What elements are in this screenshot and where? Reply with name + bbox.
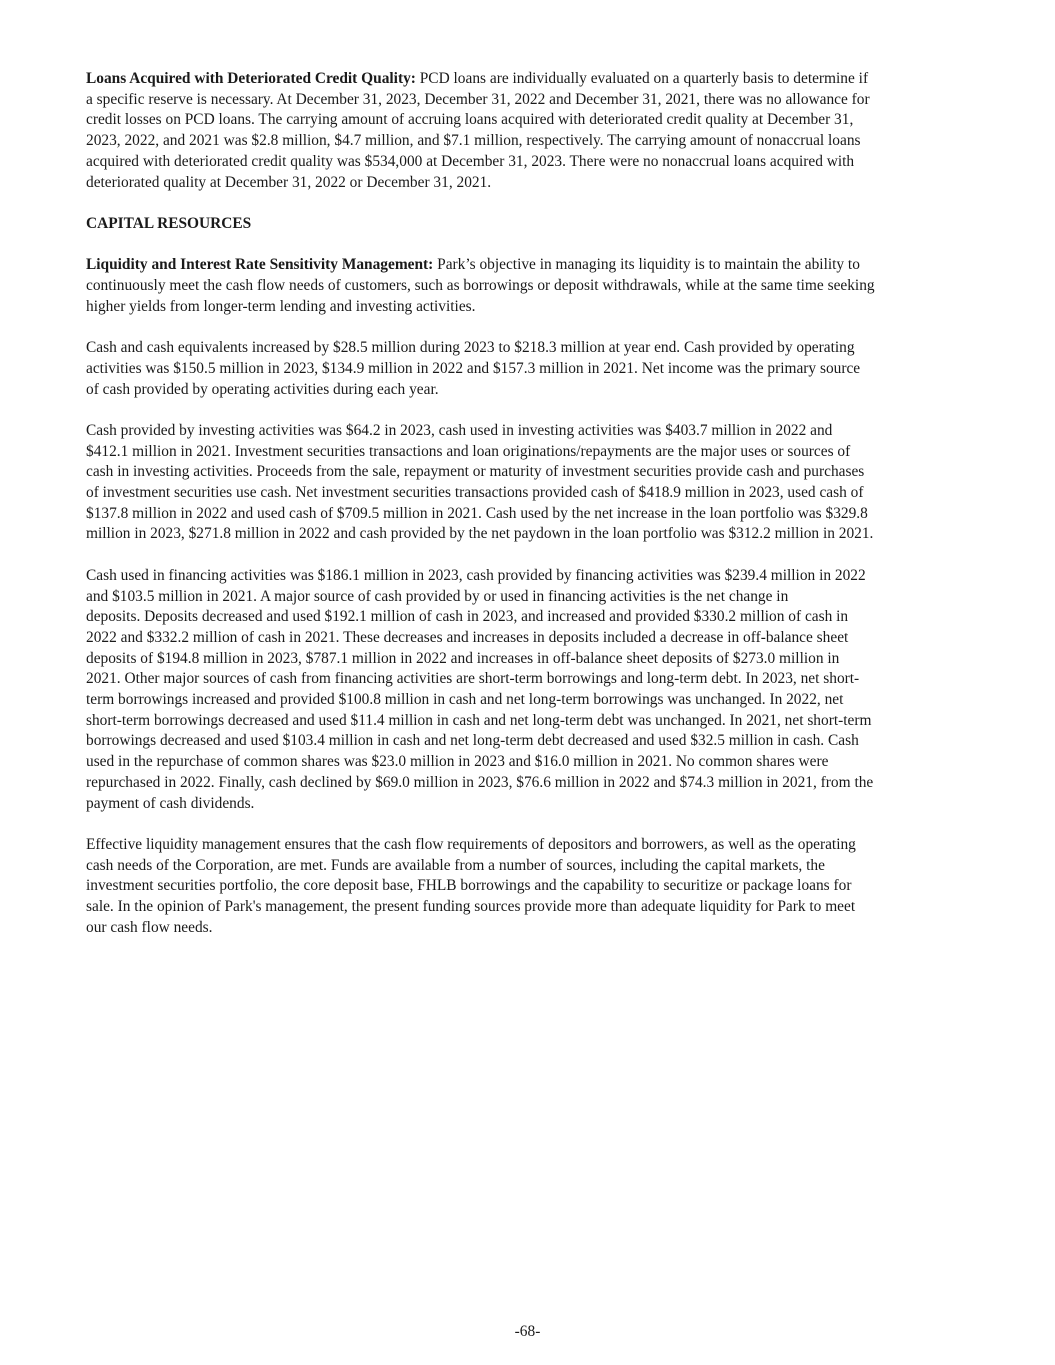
document-body xyxy=(86,69,972,959)
page-number: -68- xyxy=(514,1323,541,1340)
paragraph-loans-deteriorated-credit xyxy=(86,69,972,193)
paragraph-lead-loans: Loans Acquired with Deteriorated Credit Quality: xyxy=(86,70,416,87)
section-heading-capital-resources: CAPITAL RESOURCES xyxy=(86,214,252,232)
paragraph-financing-activities: Cash used in financing activities was $186.1 million in 2023, cash provided by financing activities was $239.4 million in 2022 and $103.5 million in 2021. A major source of cash provided by or used in financing activities is the net change in deposits. Deposits decreased and used $192.1 million of cash in 2023, and increased and provided $330.2 million of cash in 2022 and $332.2 million of cash in 2021. These decreases and increases in deposits included a decrease in off-balance sheet deposits of $194.8 million in 2023, $787.1 million in 2022 and increases in off-balance sheet deposits of $273.0 million in 2021. Other major sources of cash from financing activities are short-term borrowings and long-term debt. In 2023, net short- term borrowings increased and provided $100.8 million in cash and net long-term borrowings was unchanged. In 2022, net short-term borrowings decreased and used $11.4 million in cash and net long-term debt was unchanged. In 2021, net short-term borrowings decreased and used $103.4 million in cash and net long-term debt decreased and used $32.5 million in cash. Cash used in the repurchase of common shares was $23.0 million in 2023 and $16.0 million in 2021. No common shares were repurchased in 2022. Finally, cash declined by $69.0 million in 2023, $76.6 million in 2022 and $74.3 million in 2021, from the payment of cash dividends. xyxy=(86,566,874,812)
paragraph-investing-activities: Cash provided by investing activities was $64.2 in 2023, cash used in investing activities was $403.7 million in 2022 and $412.1 million in 2021. Investment securities transactions and loan originations/repayments are the major uses or sources of cash in investing activities. Proceeds from the sale, repayment or maturity of investment securities provide cash and purchases of investment securities use cash. Net investment securities transactions provided cash of $418.9 million in 2023, used cash of $137.8 million in 2022 and used cash of $709.5 million in 2021. Cash used by the net increase in the loan portfolio was $329.8 million in 2023, $271.8 million in 2022 and cash provided by the net paydown in the loan portfolio was $312.2 million in 2021. xyxy=(86,421,874,543)
paragraph-cash-equivalents: Cash and cash equivalents increased by $28.5 million during 2023 to $218.3 million at year end. Cash provided by operating activities was $150.5 million in 2023, $134.9 million in 2022 and $157.3 million in 2021. Net income was the primary source of cash provided by operating activities during each year. xyxy=(86,339,861,398)
paragraph-text-liquidity: Park’s objective in managing its liquidity is to maintain the ability to continuously meet the cash flow needs of customers, such as borrowings or deposit withdrawals, while at the same time seeking higher yields from longer-term lending and investing activities. xyxy=(86,256,875,315)
paragraph-text-loans: PCD loans are individually evaluated on a quarterly basis to determine if a specific reserve is necessary. At December 31, 2023, December 31, 2022 and December 31, 2021, there was no allowance for credit losses on PCD loans. The carrying amount of accruing loans acquired with deteriorated credit quality at December 31, 2023, 2022, and 2021 was $2.8 million, $4.7 million, and $7.1 million, respectively. The carrying amount of nonaccrual loans acquired with deteriorated credit quality was $534,000 at December 31, 2023. There were no nonaccrual loans acquired with deteriorated quality at December 31, 2022 or December 31, 2021. xyxy=(86,70,870,191)
paragraph-effective-liquidity: Effective liquidity management ensures that the cash flow requirements of depositors and borrowers, as well as the operating cash needs of the Corporation, are met. Funds are available from a number of sources, including the capital markets, the investment securities portfolio, the core deposit base, FHLB borrowings and the capability to securitize or package loans for sale. In the opinion of Park's management, the present funding sources provide more than adequate liquidity for Park to meet our cash flow needs. xyxy=(86,835,856,936)
paragraph-liquidity-management xyxy=(86,255,972,317)
paragraph-lead-liquidity: Liquidity and Interest Rate Sensitivity Management: xyxy=(86,256,434,274)
